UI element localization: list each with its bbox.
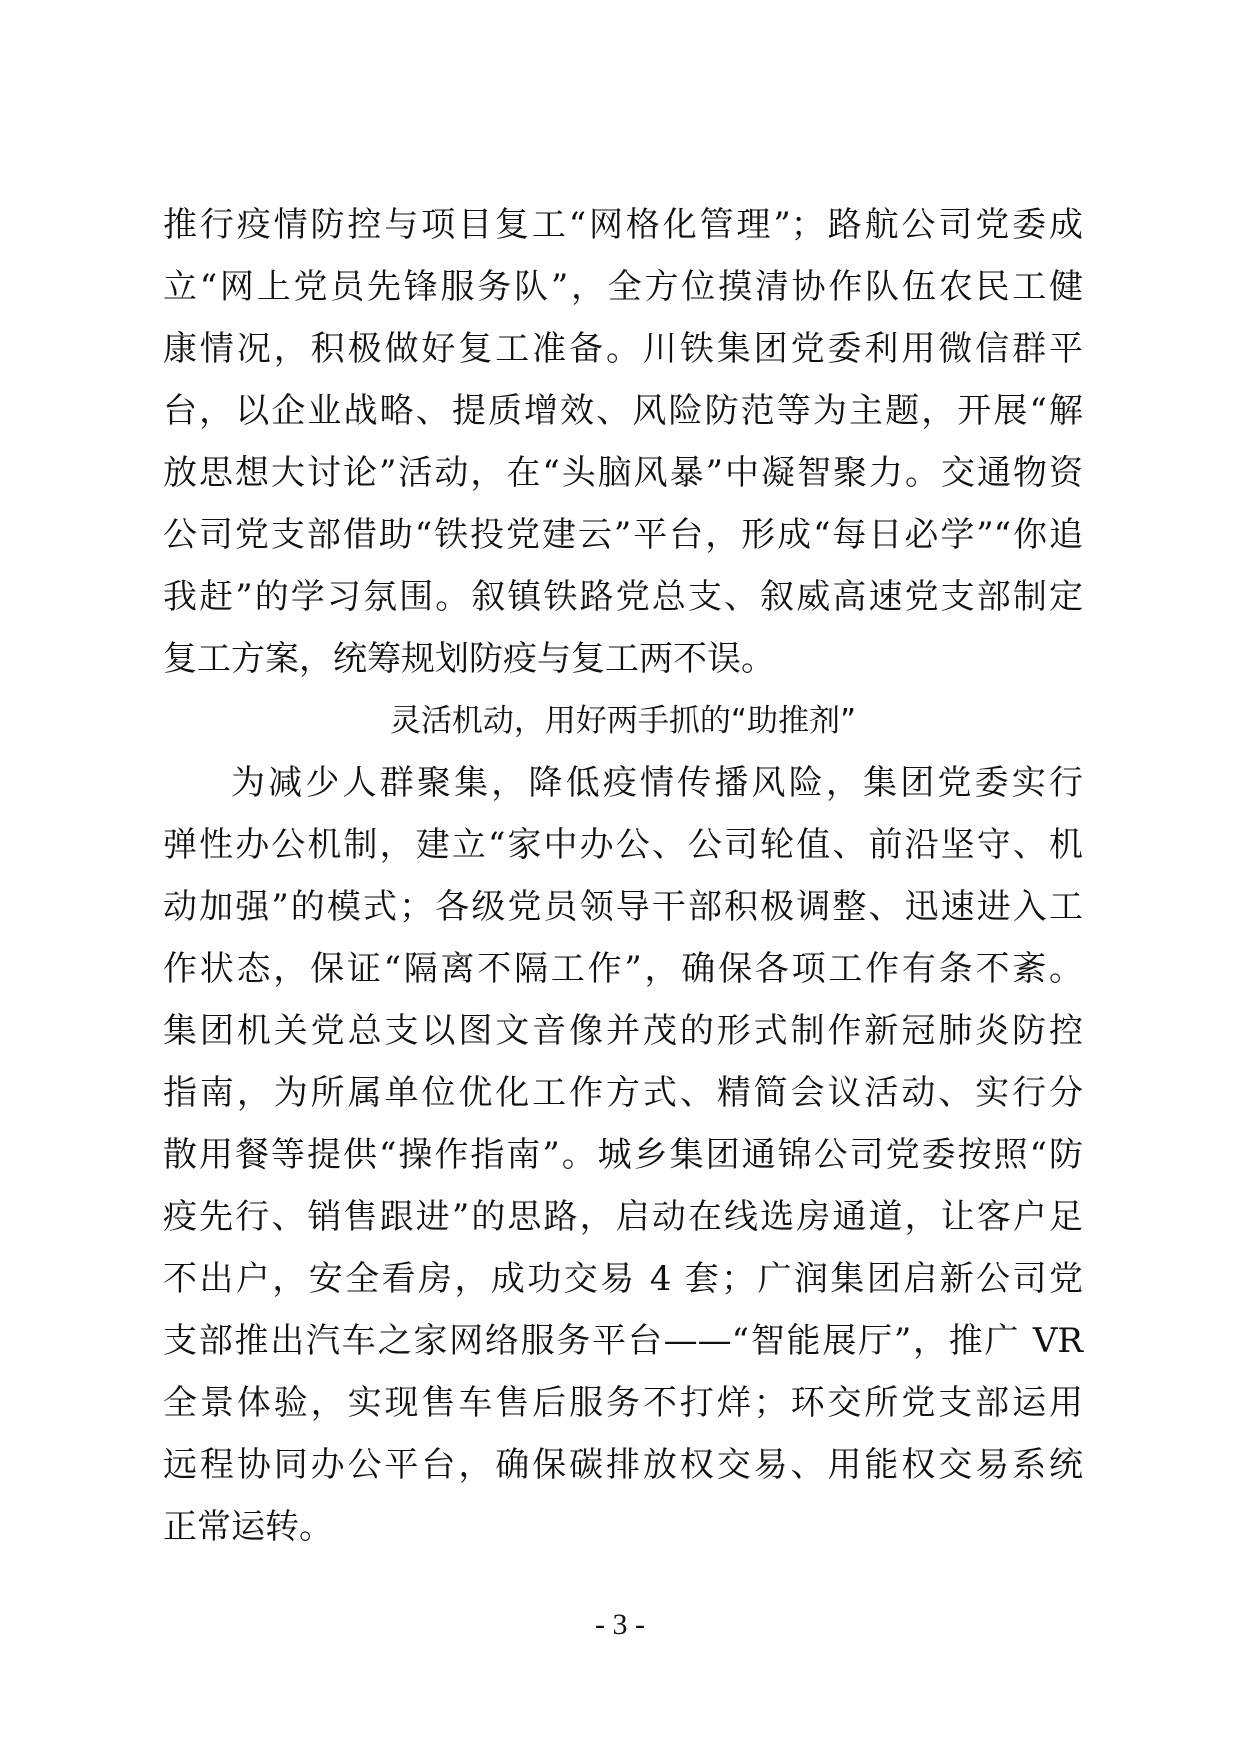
paragraph-2-line-6: 指南，为所属单位优化工作方式、精简会议活动、实行分: [163, 1073, 1083, 1113]
paragraph-2-line-1: 为减少人群聚集，降低疫情传播风险，集团党委实行: [231, 763, 1083, 803]
paragraph-2-line-13: 正常运转。: [163, 1507, 333, 1547]
paragraph-1-line-1: 推行疫情防控与项目复工“网格化管理”；路航公司党委成: [163, 205, 1083, 245]
paragraph-1-line-5: 放思想大讨论”活动，在“头脑风暴”中凝智聚力。交通物资: [163, 453, 1083, 493]
paragraph-2-line-10: 支部推出汽车之家网络服务平台——“智能展厅”，推广 VR: [163, 1321, 1083, 1361]
paragraph-2-line-3: 动加强”的模式；各级党员领导干部积极调整、迅速进入工: [163, 887, 1083, 927]
paragraph-1-line-3: 康情况，积极做好复工准备。川铁集团党委利用微信群平: [163, 329, 1083, 369]
paragraph-1-line-8: 复工方案，统筹规划防疫与复工两不误。: [163, 639, 775, 679]
page-number: - 3 -: [595, 1608, 645, 1641]
paragraph-1-line-6: 公司党支部借助“铁投党建云”平台，形成“每日必学”“你追: [163, 515, 1083, 555]
paragraph-1-line-4: 台，以企业战略、提质增效、风险防范等为主题，开展“解: [163, 391, 1083, 431]
section-heading: 灵活机动，用好两手抓的“助推剂”: [389, 703, 857, 739]
paragraph-2-line-2: 弹性办公机制，建立“家中办公、公司轮值、前沿坚守、机: [163, 825, 1083, 865]
paragraph-2-line-9: 不出户，安全看房，成功交易 4 套；广润集团启新公司党: [163, 1259, 1083, 1299]
paragraph-2-line-12: 远程协同办公平台，确保碳排放权交易、用能权交易系统: [163, 1445, 1083, 1485]
paragraph-1-line-2: 立“网上党员先锋服务队”，全方位摸清协作队伍农民工健: [163, 267, 1083, 307]
paragraph-2-line-7: 散用餐等提供“操作指南”。城乡集团通锦公司党委按照“防: [163, 1135, 1083, 1175]
paragraph-2-line-11: 全景体验，实现售车售后服务不打烊；环交所党支部运用: [163, 1383, 1083, 1423]
paragraph-1-line-7: 我赶”的学习氛围。叙镇铁路党总支、叙威高速党支部制定: [163, 577, 1083, 617]
paragraph-2-line-5: 集团机关党总支以图文音像并茂的形式制作新冠肺炎防控: [163, 1011, 1083, 1051]
paragraph-2-line-4: 作状态，保证“隔离不隔工作”，确保各项工作有条不紊。: [163, 949, 1083, 989]
paragraph-2-line-8: 疫先行、销售跟进”的思路，启动在线选房通道，让客户足: [163, 1197, 1083, 1237]
